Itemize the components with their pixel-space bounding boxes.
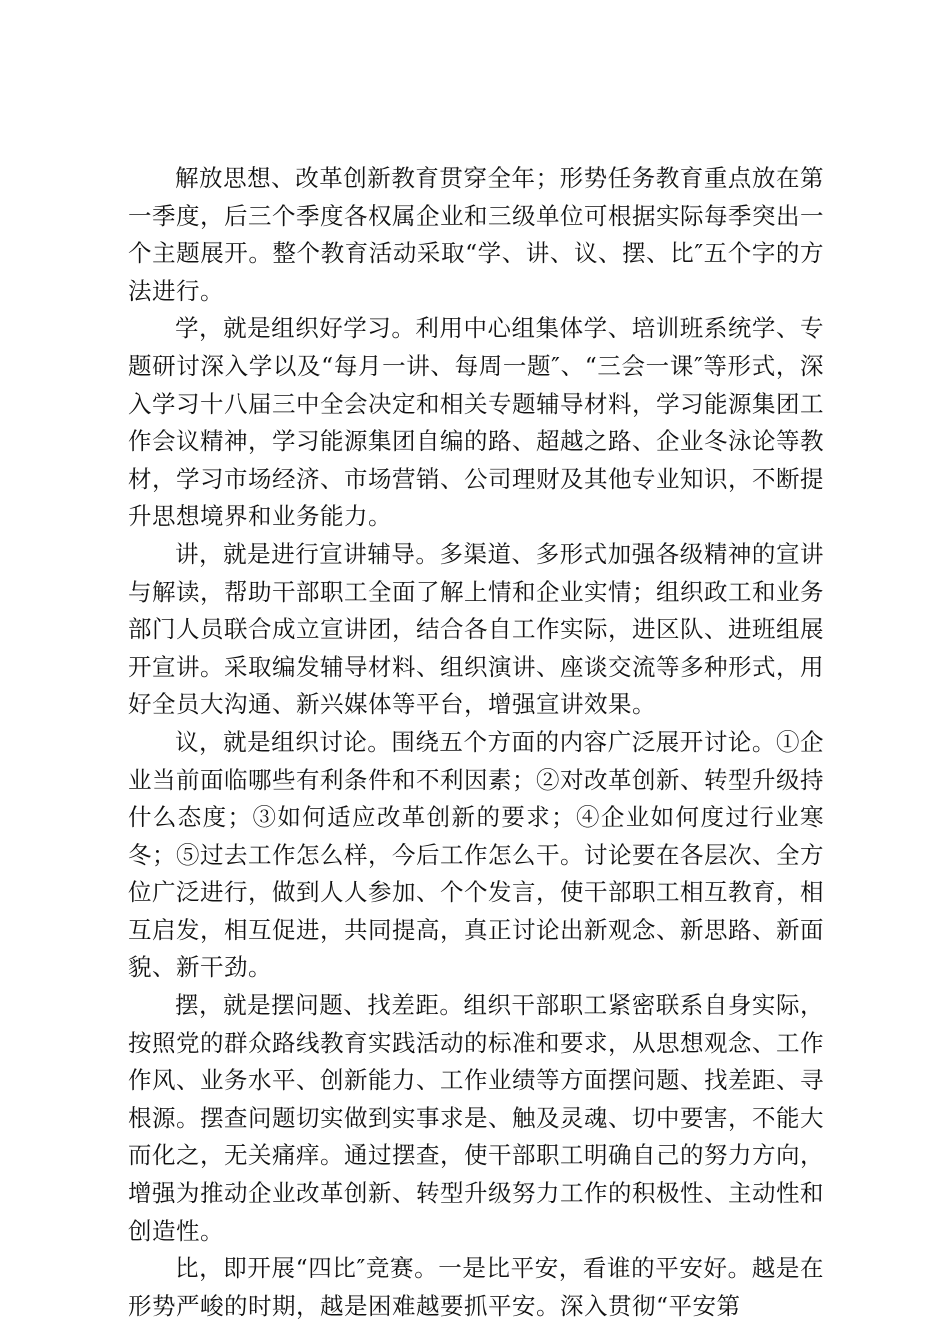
paragraph-overview: 解放思想、改革创新教育贯穿全年；形势任务教育重点放在第一季度，后三个季度各权属企业和三级单位可根据实际每季突出一个主题展开。整个教育活动采取“学、讲、议、摆、比″五个字的方法进行。 bbox=[128, 164, 824, 305]
paragraph-compete: 比，即开展“四比″竞赛。一是比平安，看谁的平安好。越是在形势严峻的时期，越是困难越要抓平安。深入贯彻“平安第 bbox=[128, 1254, 824, 1320]
paragraph-identify-problems: 摆，就是摆问题、找差距。组织干部职工紧密联系自身实际，按照党的群众路线教育实践活动的标准和要求，从思想观念、工作作风、业务水平、创新能力、工作业绩等方面摆问题、找差距、寻根源。摆查问题切实做到实事求是、触及灵魂、切中要害，不能大而化之，无关痛痒。通过摆查，使干部职工明确自己的努力方向，增强为推动企业改革创新、转型升级努力工作的积极性、主动性和创造性。 bbox=[128, 991, 824, 1245]
document-body bbox=[128, 160, 824, 1325]
paragraph-lecture: 讲，就是进行宣讲辅导。多渠道、多形式加强各级精神的宣讲与解读，帮助干部职工全面了解上情和企业实情；组织政工和业务部门人员联合成立宣讲团，结合各自工作实际，进区队、进班组展开宣讲。采取编发辅导材料、组织演讲、座谈交流等多种形式，用好全员大沟通、新兴媒体等平台，增强宣讲效果。 bbox=[128, 539, 824, 719]
paragraph-discuss: 议，就是组织讨论。围绕五个方面的内容广泛展开讨论。①企业当前面临哪些有利条件和不利因素；②对改革创新、转型升级持什么态度；③如何适应改革创新的要求；④企业如何度过行业寒冬；⑤过去工作怎么样，今后工作怎么干。讨论要在各层次、全方位广泛进行，做到人人参加、个个发言，使干部职工相互教育，相互启发，相互促进，共同提高，真正讨论出新观念、新思路、新面貌、新干劲。 bbox=[128, 727, 824, 982]
paragraph-study: 学，就是组织好学习。利用中心组集体学、培训班系统学、专题研讨深入学以及“每月一讲、每周一题″、“三会一课″等形式，深入学习十八届三中全会决定和相关专题辅导材料，学习能源集团工作会议精神，学习能源集团自编的路、超越之路、企业冬泳论等教材，学习市场经济、市场营销、公司理财及其他专业知识，不断提升思想境界和业务能力。 bbox=[128, 314, 824, 531]
